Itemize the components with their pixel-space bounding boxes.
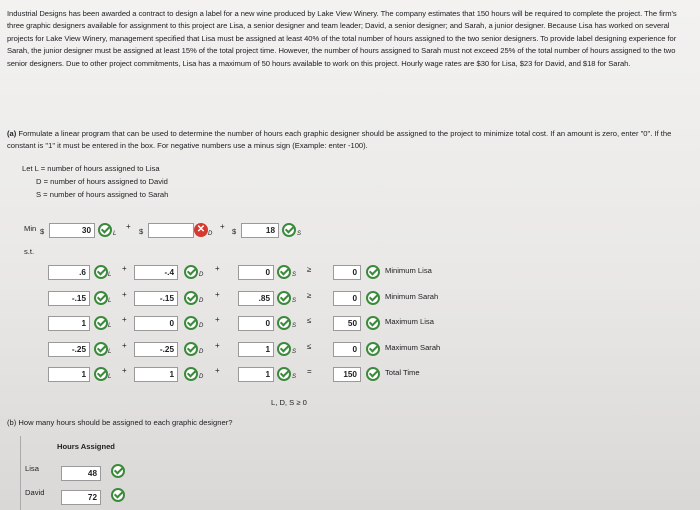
check-circle-icon bbox=[366, 291, 380, 305]
constraint-rhs-input[interactable]: 0 bbox=[333, 342, 361, 357]
check-circle-icon bbox=[94, 342, 108, 356]
hours-table bbox=[20, 436, 135, 510]
check-circle-icon bbox=[366, 367, 380, 381]
constraint-rhs-input[interactable]: 150 bbox=[333, 367, 361, 382]
dollar-sarah: $ bbox=[232, 227, 237, 236]
constraint-l-coef-input[interactable]: .6 bbox=[48, 265, 90, 280]
var-l: L bbox=[108, 297, 112, 304]
check-circle-icon bbox=[184, 367, 198, 381]
plus-sign: + bbox=[122, 315, 127, 324]
var-s: S bbox=[297, 230, 302, 237]
check-circle-icon bbox=[98, 223, 112, 237]
check-circle-icon bbox=[277, 316, 291, 330]
check-circle-icon bbox=[94, 265, 108, 279]
check-circle-icon bbox=[184, 265, 198, 279]
constraint-rhs-input[interactable]: 50 bbox=[333, 316, 361, 331]
plus-sign: + bbox=[122, 290, 127, 299]
plus-sign: + bbox=[215, 264, 220, 273]
check-circle-icon bbox=[111, 488, 125, 502]
constraint-s-coef-input[interactable]: 1 bbox=[238, 342, 274, 357]
part-b-question: (b) How many hours should be assigned to each graphic designer? bbox=[7, 418, 233, 427]
constraint-d-coef-input[interactable]: 0 bbox=[134, 316, 178, 331]
constraint-s-coef-input[interactable]: 0 bbox=[238, 316, 274, 331]
row-david-label: David bbox=[25, 488, 45, 497]
plus-sign: + bbox=[215, 290, 220, 299]
check-circle-icon bbox=[277, 265, 291, 279]
constraint-d-coef-input[interactable]: -.15 bbox=[134, 291, 178, 306]
constraint-l-coef-input[interactable]: -.25 bbox=[48, 342, 90, 357]
var-d: D bbox=[199, 271, 204, 278]
check-circle-icon bbox=[282, 223, 296, 237]
constraint-s-coef-input[interactable]: 1 bbox=[238, 367, 274, 382]
constraint-rhs-input[interactable]: 0 bbox=[333, 265, 361, 280]
var-l: L bbox=[113, 230, 117, 237]
plus-sign: + bbox=[122, 341, 127, 350]
min-label: Min bbox=[24, 224, 37, 233]
objective-lisa-coef-input[interactable]: 30 bbox=[49, 223, 95, 238]
constraint-sign: ≥ bbox=[307, 291, 312, 300]
constraint-s-coef-input[interactable]: .85 bbox=[238, 291, 274, 306]
check-circle-icon bbox=[184, 342, 198, 356]
hours-lisa-input[interactable]: 48 bbox=[61, 466, 101, 481]
constraint-name: Total Time bbox=[385, 368, 420, 377]
constraint-sign: = bbox=[307, 367, 312, 376]
objective-david-coef-input[interactable] bbox=[148, 223, 194, 238]
check-circle-icon bbox=[94, 316, 108, 330]
check-circle-icon bbox=[366, 316, 380, 330]
dollar-lisa: $ bbox=[40, 227, 45, 236]
check-circle-icon bbox=[366, 342, 380, 356]
constraint-name: Minimum Lisa bbox=[385, 266, 432, 275]
dollar-david: $ bbox=[139, 227, 144, 236]
def-david: D = number of hours assigned to David bbox=[36, 177, 168, 186]
var-d: D bbox=[199, 297, 204, 304]
check-circle-icon bbox=[94, 367, 108, 381]
plus-sign: + bbox=[215, 315, 220, 324]
check-circle-icon bbox=[277, 291, 291, 305]
var-s: S bbox=[292, 373, 297, 380]
check-circle-icon bbox=[277, 367, 291, 381]
var-l: L bbox=[108, 373, 112, 380]
st-label: s.t. bbox=[24, 247, 35, 256]
constraint-l-coef-input[interactable]: -.15 bbox=[48, 291, 90, 306]
error-x-icon: ✕ bbox=[194, 223, 208, 237]
part-a-text: Formulate a linear program that can be used to determine the number of hours each graphic designer should be assigned to the project to minimize total cost. If an amount is zero, enter "0". If the constant is "1" it must be entered in the box. For negative numbers use a minus sign (Example: enter -100). bbox=[7, 129, 672, 150]
constraint-sign: ≤ bbox=[307, 342, 312, 351]
hours-david-input[interactable]: 72 bbox=[61, 490, 101, 505]
hours-header: Hours Assigned bbox=[57, 442, 115, 451]
constraint-rhs-input[interactable]: 0 bbox=[333, 291, 361, 306]
constraint-s-coef-input[interactable]: 0 bbox=[238, 265, 274, 280]
var-s: S bbox=[292, 297, 297, 304]
var-s: S bbox=[292, 322, 297, 329]
var-s: S bbox=[292, 271, 297, 278]
check-circle-icon bbox=[94, 291, 108, 305]
check-circle-icon bbox=[366, 265, 380, 279]
var-d: D bbox=[208, 230, 213, 237]
plus-sign: + bbox=[215, 366, 220, 375]
var-l: L bbox=[108, 348, 112, 355]
check-circle-icon bbox=[184, 316, 198, 330]
plus-sign: + bbox=[215, 341, 220, 350]
constraint-name: Maximum Sarah bbox=[385, 343, 441, 352]
check-circle-icon bbox=[277, 342, 291, 356]
plus-sign: + bbox=[220, 222, 225, 231]
var-s: S bbox=[292, 348, 297, 355]
problem-statement: Industrial Designs has been awarded a contract to design a label for a new wine produced by Lake View Winery. The company estimates that 150 hours will be required to complete the project. The firm's three graphic designers available for assignment to this project are Lisa, a senior designer and team leader; David, a senior designer; and Sarah, a junior designer. Because Lisa has worked on several projects for Lake View Winery, management specified that Lisa must be assigned at least 40% of the total number of hours assigned to the two senior designers. To provide label designing experience for Sarah, the junior designer must be assigned at least 15% of the total project time. However, the number of hours assigned to Sarah must not exceed 25% of the total number of hours assigned to the two senior designers. Due to other project commitments, Lisa has a maximum of 50 hours available to work on this project. Hourly wage rates are $30 for Lisa, $23 for David, and $18 for Sarah. bbox=[7, 9, 677, 68]
constraint-d-coef-input[interactable]: -.4 bbox=[134, 265, 178, 280]
constraint-l-coef-input[interactable]: 1 bbox=[48, 367, 90, 382]
check-circle-icon bbox=[184, 291, 198, 305]
plus-sign: + bbox=[126, 222, 131, 231]
constraint-d-coef-input[interactable]: -.25 bbox=[134, 342, 178, 357]
var-d: D bbox=[199, 322, 204, 329]
def-sarah: S = number of hours assigned to Sarah bbox=[36, 190, 169, 199]
plus-sign: + bbox=[122, 264, 127, 273]
constraint-name: Minimum Sarah bbox=[385, 292, 439, 301]
constraint-sign: ≥ bbox=[307, 265, 312, 274]
variable-definitions bbox=[22, 162, 168, 201]
constraint-d-coef-input[interactable]: 1 bbox=[134, 367, 178, 382]
constraint-l-coef-input[interactable]: 1 bbox=[48, 316, 90, 331]
var-d: D bbox=[199, 373, 204, 380]
var-l: L bbox=[108, 322, 112, 329]
var-l: L bbox=[108, 271, 112, 278]
plus-sign: + bbox=[122, 366, 127, 375]
constraint-name: Maximum Lisa bbox=[385, 317, 434, 326]
objective-sarah-coef-input[interactable]: 18 bbox=[241, 223, 279, 238]
var-d: D bbox=[199, 348, 204, 355]
check-circle-icon bbox=[111, 464, 125, 478]
row-lisa-label: Lisa bbox=[25, 464, 39, 473]
part-a-instructions bbox=[7, 128, 693, 152]
def-lisa: Let L = number of hours assigned to Lisa bbox=[22, 164, 160, 173]
nonnegativity: L, D, S ≥ 0 bbox=[271, 398, 307, 407]
constraint-sign: ≤ bbox=[307, 316, 312, 325]
part-a-label: (a) bbox=[7, 129, 17, 138]
